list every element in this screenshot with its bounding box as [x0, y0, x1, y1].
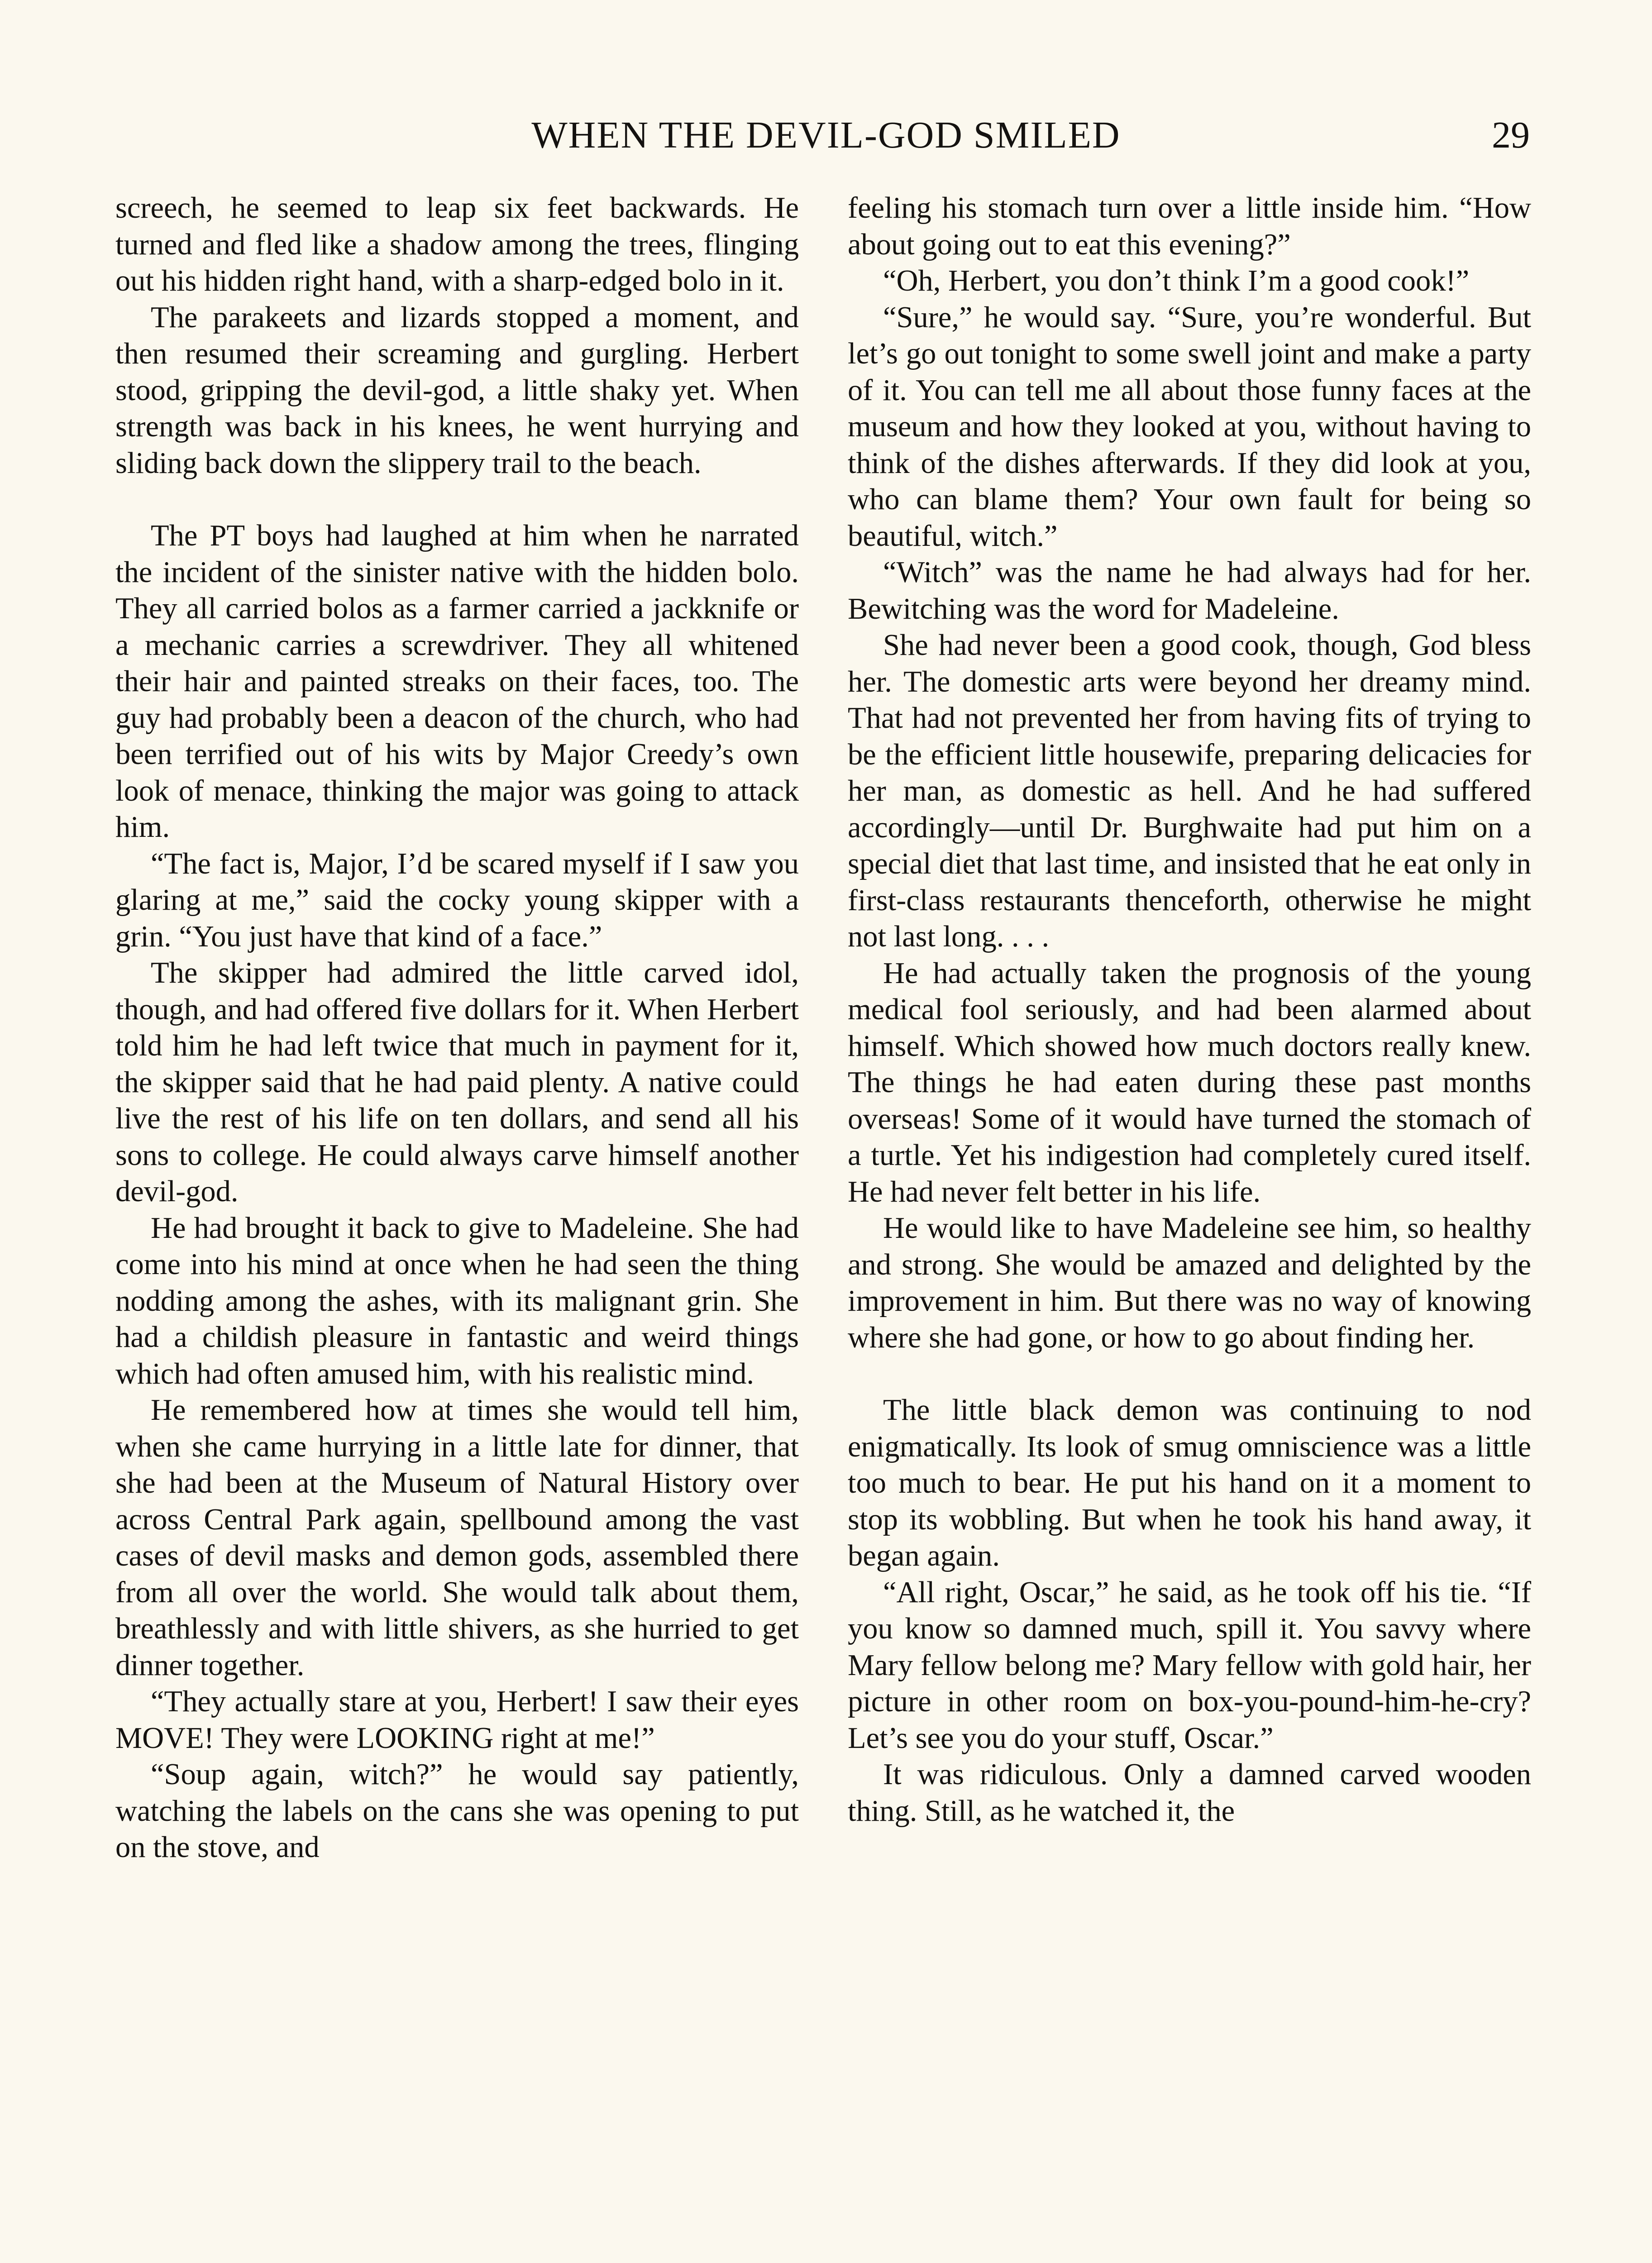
paragraph: “Oh, Herbert, you don’t think I’m a good cook!” — [883, 264, 1470, 297]
paragraph: “Soup again, witch?” he would say patiently, watching the labels on the cans she was opening to put on the stove, and — [115, 1758, 799, 1864]
running-title: WHEN THE DEVIL-GOD SMILED — [531, 114, 1121, 156]
paragraph: The PT boys had laughed at him when he narrated the incident of the sinister native with the hidden bolo. They all carried bolos as a farmer carried a jackknife or a mechanic carries a screwdriver. They all whitened their hair and painted streaks on their faces, too. The guy had probably been a deacon of the church, who had been terrified out of his wits by Major Creedy’s own look of menace, thinking the major was going to attack him. — [115, 519, 799, 844]
paragraph: He would like to have Madeleine see him, so healthy and strong. She would be amazed and delighted by the improvement in him. But there was no way of knowing where she had gone, or how to go about finding her. — [848, 1212, 1531, 1354]
left-column — [115, 190, 799, 1866]
paragraph: “The fact is, Major, I’d be scared myself if I saw you glaring at me,” said the cocky young skipper with a grin. “You just have that kind of a face.” — [115, 847, 799, 953]
paragraph: She had never been a good cook, though, God bless her. The domestic arts were beyond her dreamy mind. That had not prevented her from having fits of trying to be the efficient little housewife, preparing delicacies for her man, as domestic as hell. And he had suffered accordingly—until Dr. Burghwaite had put him on a special diet that last time, and insisted that he eat only in first-class restaurants thenceforth, otherwise he might not last long. . . . — [848, 629, 1531, 953]
paragraph: “Sure,” he would say. “Sure, you’re wonderful. But let’s go out tonight to some swell joint and make a party of it. You can tell me all about those funny faces at the museum and how they looked at you, without having to think of the dishes afterwards. If they did look at you, who can blame them? Your own fault for being so beautiful, witch.” — [848, 301, 1531, 553]
paragraph: “They actually stare at you, Herbert! I saw their eyes MOVE! They were LOOKING right at me!” — [115, 1685, 799, 1755]
page-header — [0, 113, 1652, 167]
right-column — [848, 190, 1531, 1829]
paragraph: He had actually taken the prognosis of the young medical fool seriously, and had been alarmed about himself. Which showed how much doctors really knew. The things he had eaten during these past months overseas! Some of it would have turned the stomach of a turtle. Yet his indigestion had completely cured itself. He had never felt better in his life. — [848, 956, 1531, 1208]
paragraph: The skipper had admired the little carved idol, though, and had offered five dollars for it. When Herbert told him he had left twice that much in payment for it, the skipper said that he had paid plenty. A native could live the rest of his life on ten dollars, and send all his sons to college. He could always carve himself another devil-god. — [115, 956, 799, 1208]
paragraph: He had brought it back to give to Madeleine. She had come into his mind at once when he had seen the thing nodding among the ashes, with its malignant grin. She had a childish pleasure in fantastic and weird things which had often amused him, with his realistic mind. — [115, 1211, 799, 1390]
paragraph: The little black demon was continuing to nod enigmatically. Its look of smug omniscience was a little too much to bear. He put his hand on it a moment to stop its wobbling. But when he took his hand away, it began again. — [848, 1394, 1531, 1572]
paragraph: “Witch” was the name he had always had for her. Bewitching was the word for Madeleine. — [848, 556, 1531, 625]
paragraph: He remembered how at times she would tell him, when she came hurrying in a little late for dinner, that she had been at the Museum of Natural History over across Central Park again, spellbound among the vast cases of devil masks and demon gods, assembled there from all over the world. She would talk about them, breathlessly and with little shivers, as she hurried to get dinner together. — [115, 1394, 799, 1682]
paragraph: It was ridiculous. Only a damned carved wooden thing. Still, as he watched it, the — [848, 1758, 1531, 1828]
paragraph: feeling his stomach turn over a little inside him. “How about going out to eat this evening?” — [848, 191, 1531, 261]
paragraph: screech, he seemed to leap six feet backwards. He turned and fled like a shadow among the trees, flinging out his hidden right hand, with a sharp-edged bolo in it. — [115, 191, 799, 297]
page-number: 29 — [1492, 114, 1530, 156]
paragraph: The parakeets and lizards stopped a moment, and then resumed their screaming and gurgling. Herbert stood, gripping the devil-god, a little shaky yet. When strength was back in his knees, he went hurrying and sliding back down the slippery trail to the beach. — [115, 301, 799, 480]
paragraph: “All right, Oscar,” he said, as he took off his tie. “If you know so damned much, spill it. You savvy where Mary fellow belong me? Mary fellow with gold hair, her picture in other room on box-you-pound-him-he-cry? Let’s see you do your stuff, Oscar.” — [848, 1576, 1531, 1755]
